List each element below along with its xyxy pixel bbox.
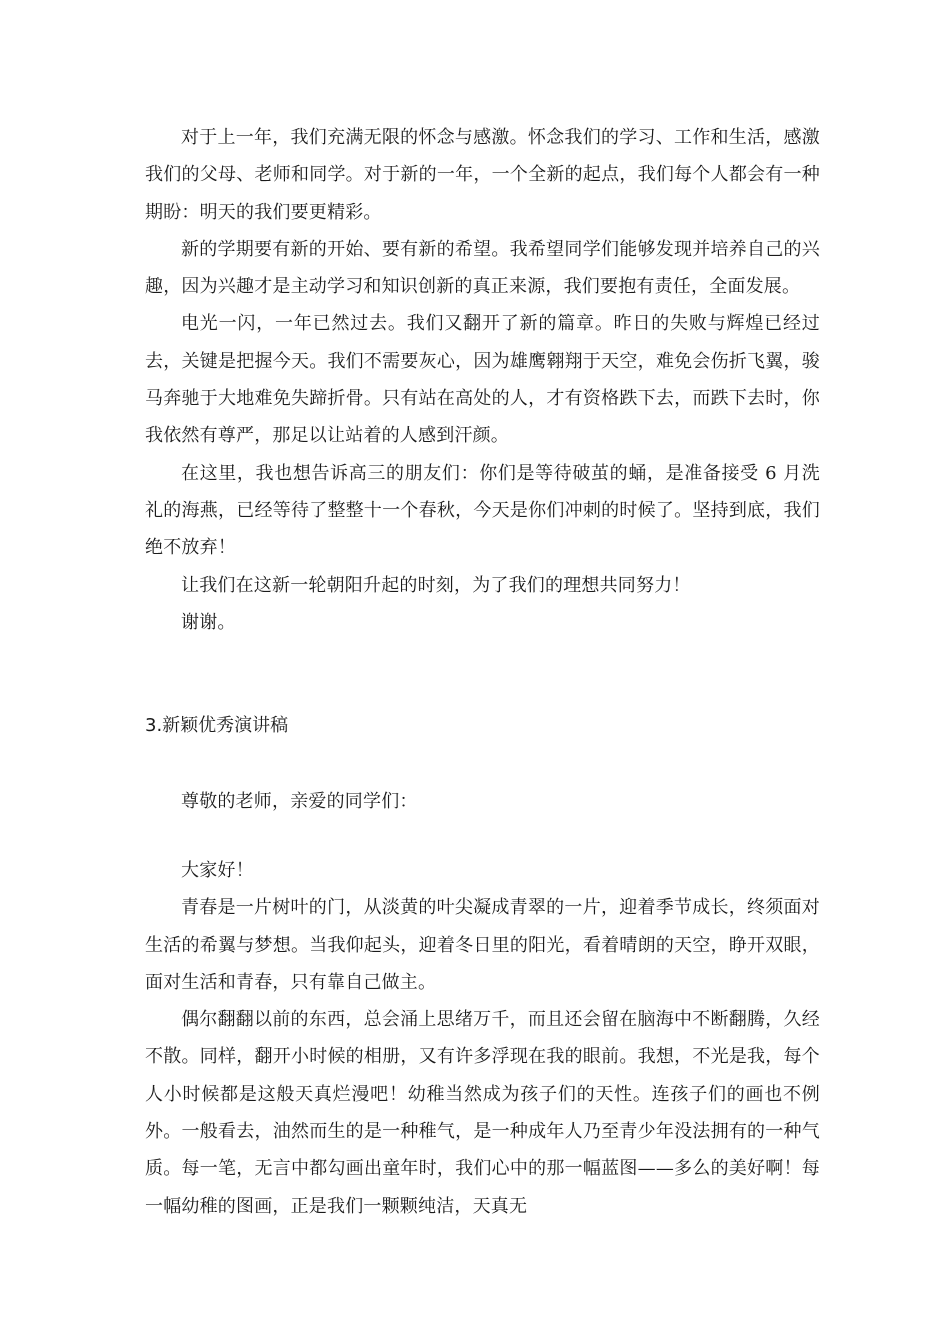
speech-body-2 xyxy=(145,852,820,1225)
paragraph: 在这里，我也想告诉高三的朋友们：你们是等待破茧的蛹，是准备接受 6 月洗礼的海燕，已经等待了整整十一个春秋，今天是你们冲刺的时候了。坚持到底，我们绝不放弃！ xyxy=(145,462,820,559)
speech-body-1 xyxy=(145,119,820,641)
paragraph: 新的学期要有新的开始、要有新的希望。我希望同学们能够发现并培养自己的兴趣，因为兴趣才是主动学习和知识创新的真正来源，我们要抱有责任，全面发展。 xyxy=(145,238,820,298)
paragraph: 青春是一片树叶的门，从淡黄的叶尖凝成青翠的一片，迎着季节成长，终须面对生活的希翼与梦想。当我仰起头，迎着冬日里的阳光，看着晴朗的天空，睁开双眼，面对生活和青春，只有靠自己做主。 xyxy=(145,897,820,993)
paragraph: 谢谢。 xyxy=(181,611,236,633)
paragraph: 让我们在这新一轮朝阳升起的时刻，为了我们的理想共同努力！ xyxy=(181,574,691,596)
paragraph: 电光一闪，一年已然过去。我们又翻开了新的篇章。昨日的失败与辉煌已经过去，关键是把握今天。我们不需要灰心，因为雄鹰翱翔于天空，难免会伤折飞翼，骏马奔驰于大地难免失蹄折骨。只有站在高处的人，才有资格跌下去，而跌下去时，你我依然有尊严，那足以让站着的人感到汗颜。 xyxy=(145,313,820,447)
section-heading: 3.新颖优秀演讲稿 xyxy=(145,715,289,736)
salutation: 尊敬的老师，亲爱的同学们： xyxy=(181,791,418,812)
salutation-block xyxy=(145,783,820,820)
greeting: 大家好！ xyxy=(181,860,254,881)
paragraph: 对于上一年，我们充满无限的怀念与感激。怀念我们的学习、工作和生活，感激我们的父母、老师和同学。对于新的一年，一个全新的起点，我们每个人都会有一种期盼：明天的我们要更精彩。 xyxy=(145,127,820,223)
paragraph: 偶尔翻翻以前的东西，总会涌上思绪万千，而且还会留在脑海中不断翻腾，久经不散。同样，翻开小时候的相册，又有许多浮现在我的眼前。我想，不光是我，每个人小时候都是这般天真烂漫吧！幼稚当然成为孩子们的天性。连孩子们的画也不例外。一般看去，油然而生的是一种稚气，是一种成年人乃至青少年没法拥有的一种气质。每一笔，无言中都勾画出童年时，我们心中的那一幅蓝图——多么的美好啊！每一幅幼稚的图画，正是我们一颗颗纯洁，天真无 xyxy=(145,1009,820,1217)
